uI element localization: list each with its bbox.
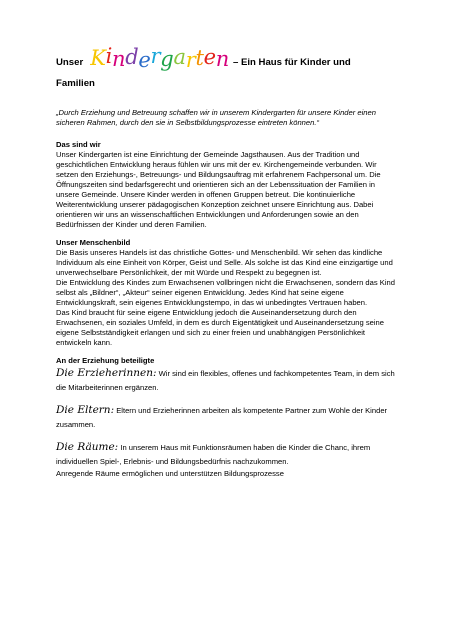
- logo-letter: d: [125, 45, 139, 69]
- title-suffix: – Ein Haus für Kinder und: [232, 57, 351, 68]
- document-title: [56, 44, 396, 90]
- title-line-1: [56, 44, 396, 76]
- logo-letter: t: [195, 46, 204, 70]
- role-name-erzieherinnen: Die Erzieherinnen:: [56, 367, 157, 379]
- role-name-eltern: Die Eltern:: [56, 404, 115, 416]
- title-prefix: Unser: [56, 57, 84, 68]
- section-heading-das-sind-wir: Das sind wir: [56, 140, 101, 149]
- title-line-2: Familien: [56, 78, 95, 89]
- logo-letter: e: [138, 48, 151, 72]
- logo-letter: r: [150, 44, 161, 68]
- role-text-raeume: In unserem Haus mit Funktionsräumen haben die Kinder die Chanc, ihrem individuellen Spiel-, Erlebnis- und Bildungsbedürfnis nachzukommen.: [56, 443, 371, 466]
- logo-letter: n: [112, 47, 126, 71]
- role-text-raeume-continued: Anregende Räume ermöglichen und unterstützen Bildungsprozesse: [56, 469, 284, 478]
- document-body: [56, 44, 396, 479]
- section-heading-menschenbild: Unser Menschenbild: [56, 238, 131, 247]
- logo-letter: n: [215, 47, 229, 71]
- section-text-das-sind-wir: Unser Kindergarten ist eine Einrichtung der Gemeinde Jagsthausen. Aus der Tradition und geschichtlichen Entwicklung heraus fühlen wir uns mit der ev. Kirchengemeinde verbunden. Wir setzen den Erziehungs-, Betreuungs- und Bildungsauftrag mit erfahrenem Fachpersonal um. Die Öffnungszeiten sind bedarfsgerecht und orientieren sich an der Lebenssituation der Familien in unsere Gemeinde. Unsere Kinder werden in offenen Gruppen betreut. Die kontinuierliche Weiterentwicklung unserer pädagogischen Konzeption zeichnet unsere Einrichtung aus. Dabei orientieren wir uns an wissenschaftlichen Entwicklungen und Anforderungen sowie an den Bedürfnissen der Kinder und deren Familien.: [56, 150, 381, 229]
- mission-quote: „Durch Erziehung und Betreuung schaffen wir in unserem Kindergarten für unsere Kinder einen sicheren Rahmen, durch den sie in Selbstbildungsprozesse eintreten können.“: [56, 108, 376, 127]
- kindergarten-logo-text: [90, 44, 229, 72]
- logo-letter: i: [105, 44, 113, 68]
- section-heading-beteiligte: An der Erziehung beteiligte: [56, 356, 155, 365]
- menschenbild-paragraph-3: Das Kind braucht für seine eigene Entwicklung jedoch die Auseinandersetzung durch den Erwachsenen, ein soziales Umfeld, in dem es durch Eigentätigkeit und Auseinandersetzung seine eigene Selbstständigkeit erlangen und sich zu einer freien und unabhängigen Persönlichkeit entwickeln kann.: [56, 308, 384, 347]
- role-erzieherinnen: [56, 366, 396, 395]
- menschenbild-paragraph-1: Die Basis unseres Handels ist das christliche Gottes- und Menschenbild. Wir sehen das kindliche Individuum als eine Einheit von Körper, Geist und Selle. Als solche ist das Kind eine einzigartige und unverwechselbare Persönlichkeit, der mit Würde und Respekt zu begegnen ist.: [56, 248, 393, 277]
- role-eltern: [56, 403, 396, 432]
- menschenbild-paragraph-2: Die Entwicklung des Kindes zum Erwachsenen vollbringen nicht die Erwachsenen, sondern das Kind selbst als „Bildner“, „Akteur“ seiner eigenen Entwicklung. Jedes Kind hat seine eigene Entwicklungskraft, sein eigenes Entwicklungstempo, in das wi unbedingtes Vertrauen haben.: [56, 278, 395, 307]
- logo-letter: g: [160, 47, 174, 71]
- role-text-eltern: Eltern und Erzieherinnen arbeiten als kompetente Partner zum Wohle der Kinder zusammen.: [56, 406, 388, 429]
- logo-letter: r: [185, 48, 196, 72]
- role-text-erzieherinnen: Wir sind ein flexibles, offenes und fachkompetentes Team, in dem sich die Mitarbeiterinnen ergänzen.: [56, 369, 395, 392]
- logo-letter: a: [173, 45, 186, 69]
- logo-letter: K: [90, 46, 106, 70]
- role-name-raeume: Die Räume:: [56, 441, 119, 453]
- logo-letter: e: [203, 45, 216, 69]
- role-raeume: [56, 440, 396, 469]
